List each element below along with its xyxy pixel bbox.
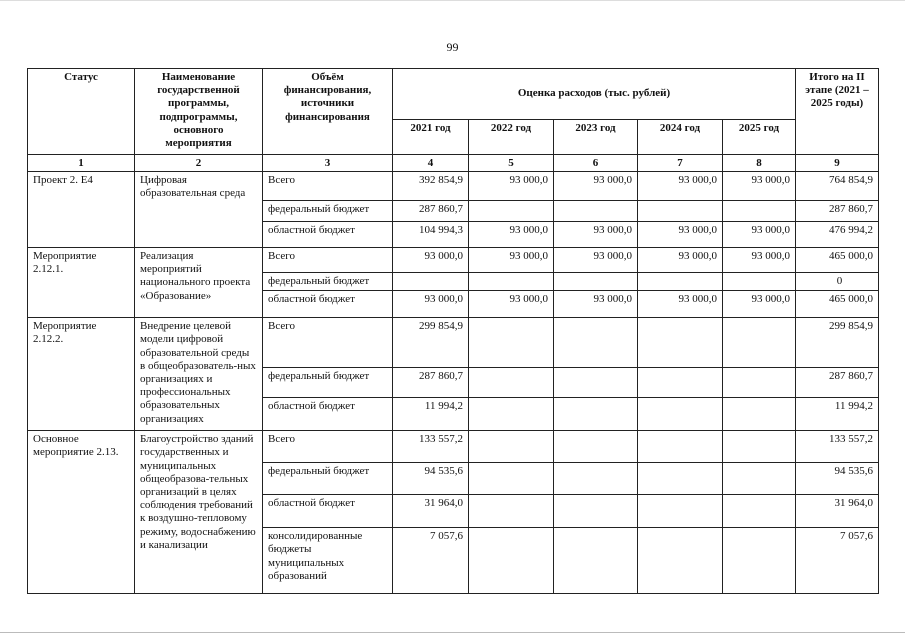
value-cell: 93 000,0 bbox=[723, 291, 796, 318]
value-cell: 93 000,0 bbox=[638, 291, 723, 318]
value-cell bbox=[469, 318, 554, 368]
value-cell bbox=[638, 398, 723, 431]
table-row bbox=[28, 431, 879, 463]
status-cell: Мероприятие 2.12.1. bbox=[28, 248, 135, 318]
header-name: Наименование государственной программы, подпрограммы, основного мероприятия bbox=[135, 69, 263, 155]
total-cell: 31 964,0 bbox=[796, 495, 879, 528]
value-cell bbox=[723, 528, 796, 594]
status-cell: Мероприятие 2.12.2. bbox=[28, 318, 135, 431]
funding-source-cell: консолидированные бюджеты муниципальных образований bbox=[263, 528, 393, 594]
value-cell bbox=[638, 273, 723, 291]
total-cell: 287 860,7 bbox=[796, 368, 879, 398]
value-cell bbox=[638, 431, 723, 463]
value-cell: 93 000,0 bbox=[393, 291, 469, 318]
header-status: Статус bbox=[28, 69, 135, 155]
program-name-cell: Реализация мероприятий национального проекта «Образование» bbox=[135, 248, 263, 318]
header-year-2024: 2024 год bbox=[638, 120, 723, 155]
value-cell bbox=[554, 431, 638, 463]
value-cell bbox=[723, 318, 796, 368]
value-cell bbox=[723, 398, 796, 431]
value-cell: 392 854,9 bbox=[393, 172, 469, 201]
value-cell bbox=[469, 201, 554, 222]
header-year-2022: 2022 год bbox=[469, 120, 554, 155]
total-cell: 465 000,0 bbox=[796, 248, 879, 273]
funding-source-cell: областной бюджет bbox=[263, 291, 393, 318]
value-cell: 93 000,0 bbox=[723, 248, 796, 273]
value-cell bbox=[723, 463, 796, 495]
value-cell bbox=[469, 495, 554, 528]
total-cell: 465 000,0 bbox=[796, 291, 879, 318]
total-cell: 7 057,6 bbox=[796, 528, 879, 594]
value-cell bbox=[469, 431, 554, 463]
value-cell bbox=[554, 495, 638, 528]
funding-source-cell: областной бюджет bbox=[263, 222, 393, 248]
budget-table bbox=[27, 68, 879, 594]
value-cell: 287 860,7 bbox=[393, 201, 469, 222]
value-cell: 93 000,0 bbox=[554, 172, 638, 201]
value-cell: 93 000,0 bbox=[393, 248, 469, 273]
total-cell: 764 854,9 bbox=[796, 172, 879, 201]
value-cell: 104 994,3 bbox=[393, 222, 469, 248]
value-cell bbox=[393, 273, 469, 291]
column-number: 8 bbox=[723, 155, 796, 172]
value-cell: 93 000,0 bbox=[638, 172, 723, 201]
header-funding: Объём финансирования, источники финансирования bbox=[263, 69, 393, 155]
value-cell bbox=[638, 368, 723, 398]
page-number: 99 bbox=[446, 40, 459, 54]
funding-source-cell: Всего bbox=[263, 172, 393, 201]
column-number-row bbox=[28, 155, 879, 172]
value-cell bbox=[469, 273, 554, 291]
funding-source-cell: Всего bbox=[263, 318, 393, 368]
value-cell bbox=[638, 318, 723, 368]
funding-source-cell: федеральный бюджет bbox=[263, 463, 393, 495]
value-cell: 93 000,0 bbox=[723, 172, 796, 201]
table-row bbox=[28, 172, 879, 201]
value-cell: 93 000,0 bbox=[638, 222, 723, 248]
column-number: 6 bbox=[554, 155, 638, 172]
value-cell: 11 994,2 bbox=[393, 398, 469, 431]
header-total: Итого на II этапе (2021 – 2025 годы) bbox=[796, 69, 879, 155]
column-number: 3 bbox=[263, 155, 393, 172]
total-cell: 133 557,2 bbox=[796, 431, 879, 463]
column-number: 4 bbox=[393, 155, 469, 172]
value-cell: 93 000,0 bbox=[469, 248, 554, 273]
status-cell: Основное мероприятие 2.13. bbox=[28, 431, 135, 594]
value-cell: 93 000,0 bbox=[638, 248, 723, 273]
column-number: 1 bbox=[28, 155, 135, 172]
funding-source-cell: федеральный бюджет bbox=[263, 273, 393, 291]
header-estimate: Оценка расходов (тыс. рублей) bbox=[393, 69, 796, 120]
value-cell bbox=[723, 495, 796, 528]
value-cell bbox=[638, 201, 723, 222]
value-cell bbox=[554, 528, 638, 594]
value-cell: 93 000,0 bbox=[554, 248, 638, 273]
scan-top-edge bbox=[0, 0, 905, 1]
header-year-2023: 2023 год bbox=[554, 120, 638, 155]
total-cell: 476 994,2 bbox=[796, 222, 879, 248]
value-cell bbox=[638, 528, 723, 594]
value-cell bbox=[554, 318, 638, 368]
value-cell bbox=[469, 528, 554, 594]
total-cell: 11 994,2 bbox=[796, 398, 879, 431]
funding-source-cell: Всего bbox=[263, 431, 393, 463]
funding-source-cell: федеральный бюджет bbox=[263, 201, 393, 222]
value-cell: 93 000,0 bbox=[554, 291, 638, 318]
value-cell: 287 860,7 bbox=[393, 368, 469, 398]
value-cell: 93 000,0 bbox=[554, 222, 638, 248]
program-name-cell: Благоустройство зданий государственных и муниципальных общеобразова-тельных организаций в целях соблюдения требований к воздушно-тепловому режиму, водоснабжению и канализации bbox=[135, 431, 263, 594]
funding-source-cell: Всего bbox=[263, 248, 393, 273]
value-cell: 299 854,9 bbox=[393, 318, 469, 368]
value-cell bbox=[723, 431, 796, 463]
column-number: 9 bbox=[796, 155, 879, 172]
value-cell bbox=[554, 201, 638, 222]
status-cell: Проект 2. Е4 bbox=[28, 172, 135, 248]
value-cell: 93 000,0 bbox=[469, 172, 554, 201]
value-cell: 93 000,0 bbox=[469, 291, 554, 318]
funding-source-cell: федеральный бюджет bbox=[263, 368, 393, 398]
value-cell bbox=[638, 463, 723, 495]
table-row bbox=[28, 248, 879, 273]
value-cell bbox=[723, 201, 796, 222]
value-cell bbox=[469, 368, 554, 398]
value-cell bbox=[554, 463, 638, 495]
value-cell bbox=[554, 273, 638, 291]
column-number: 5 bbox=[469, 155, 554, 172]
total-cell: 287 860,7 bbox=[796, 201, 879, 222]
column-number: 7 bbox=[638, 155, 723, 172]
total-cell: 299 854,9 bbox=[796, 318, 879, 368]
value-cell bbox=[469, 398, 554, 431]
scan-bottom-edge bbox=[0, 632, 905, 633]
total-cell: 94 535,6 bbox=[796, 463, 879, 495]
value-cell: 31 964,0 bbox=[393, 495, 469, 528]
value-cell: 93 000,0 bbox=[723, 222, 796, 248]
funding-source-cell: областной бюджет bbox=[263, 398, 393, 431]
value-cell bbox=[554, 398, 638, 431]
value-cell: 93 000,0 bbox=[469, 222, 554, 248]
header-year-2025: 2025 год bbox=[723, 120, 796, 155]
value-cell bbox=[723, 368, 796, 398]
value-cell bbox=[469, 463, 554, 495]
program-name-cell: Цифровая образовательная среда bbox=[135, 172, 263, 248]
total-cell: 0 bbox=[796, 273, 879, 291]
funding-source-cell: областной бюджет bbox=[263, 495, 393, 528]
column-number: 2 bbox=[135, 155, 263, 172]
header-year-2021: 2021 год bbox=[393, 120, 469, 155]
value-cell: 133 557,2 bbox=[393, 431, 469, 463]
value-cell bbox=[554, 368, 638, 398]
table-row bbox=[28, 318, 879, 368]
value-cell: 7 057,6 bbox=[393, 528, 469, 594]
value-cell bbox=[638, 495, 723, 528]
value-cell bbox=[723, 273, 796, 291]
program-name-cell: Внедрение целевой модели цифровой образовательной среды в общеобразователь-ных организациях и профессиональных образовательных организациях bbox=[135, 318, 263, 431]
value-cell: 94 535,6 bbox=[393, 463, 469, 495]
